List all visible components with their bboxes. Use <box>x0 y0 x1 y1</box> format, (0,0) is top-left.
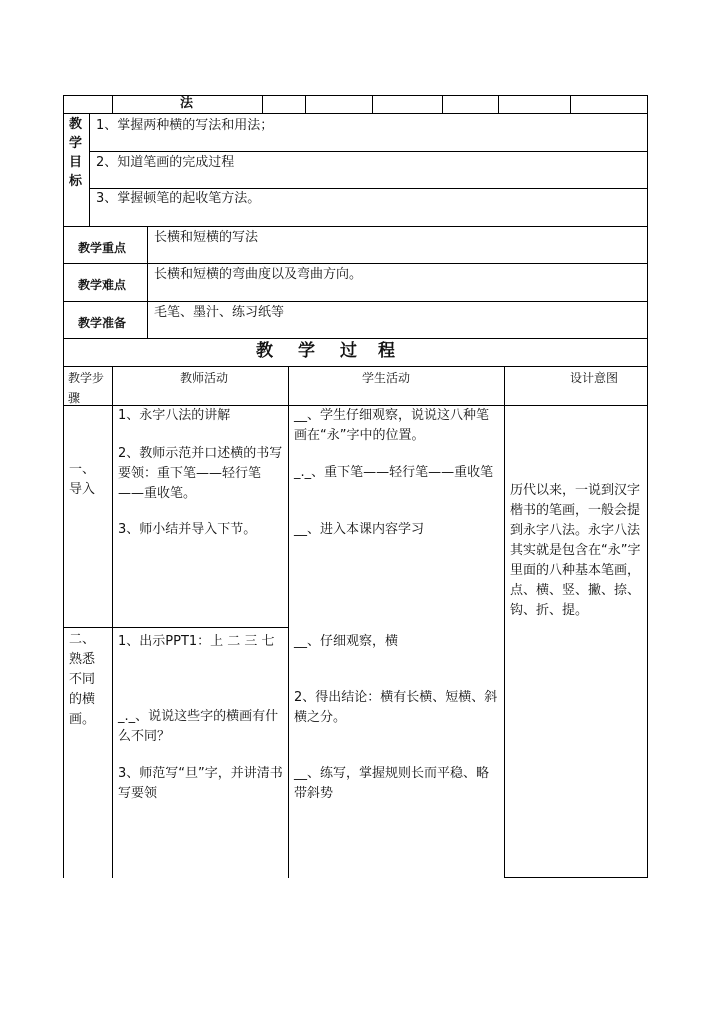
key-point-label: 教学重点 <box>78 241 127 255</box>
step-intro: 一、导入 <box>69 462 96 497</box>
teacher-activity: 2、教师示范并口述横的书写要领：重下笔——轻行笔——重收笔。 <box>118 446 283 501</box>
student-activity: 2、得出结论：横有长横、短横、斜横之分。 <box>294 690 498 725</box>
step-familiarize: 二、熟悉不同的横画。 <box>69 632 96 727</box>
goals-label-char: 标 <box>69 174 83 189</box>
goal-item: 1、掌握两种横的写法和用法； <box>96 118 274 133</box>
key-point-value: 长横和短横的写法 <box>154 230 259 245</box>
teacher-activity: _._、说说这些字的横画有什么不同？ <box>118 709 279 744</box>
student-activity: __、进入本课内容学习 <box>294 522 425 537</box>
teacher-activity: 1、出示PPT1：上 二 三 七 <box>118 634 275 649</box>
teacher-activity: 1、永字八法的讲解 <box>118 408 231 423</box>
subject-char: 法 <box>180 96 194 111</box>
col-header-design: 设计意图 <box>570 371 619 385</box>
goal-item: 2、知道笔画的完成过程 <box>96 155 235 170</box>
teacher-activity: 3、师范写“旦”字，并讲清书写要领 <box>118 766 283 801</box>
student-activity: _._、重下笔——轻行笔——重收笔 <box>294 465 494 480</box>
teacher-activity: 3、师小结并导入下节。 <box>118 522 257 537</box>
student-activity: __、学生仔细观察，说说这八种笔画在“永”字中的位置。 <box>294 408 490 443</box>
goals-label-char: 学 <box>69 136 83 151</box>
col-header-student: 学生活动 <box>362 371 411 385</box>
student-activity: __、仔细观察，横 <box>294 634 399 649</box>
col-header-step: 教学步骤 <box>68 371 105 405</box>
difficulty-value: 长横和短横的弯曲度以及弯曲方向。 <box>154 267 363 282</box>
difficulty-label: 教学难点 <box>78 278 127 292</box>
process-title-char: 过 <box>340 341 359 361</box>
process-title-char: 学 <box>298 341 317 361</box>
goals-label-char: 目 <box>69 155 83 170</box>
design-note: 历代以来，一说到汉字楷书的笔画，一般会提到永字八法。永字八法其实就是包含在“永”字里面的八种基本笔画，点、横、竖、撇、捺、钩、折、提。 <box>510 483 641 618</box>
process-title-char: 教 <box>256 341 275 361</box>
student-activity: __、练写，掌握规则长而平稳、略带斜势 <box>294 766 490 801</box>
process-title-char: 程 <box>378 341 397 361</box>
preparation-value: 毛笔、墨汁、练习纸等 <box>154 305 285 320</box>
col-header-teacher: 教师活动 <box>180 371 229 385</box>
goals-label-char: 教 <box>69 117 83 132</box>
goal-item: 3、掌握顿笔的起收笔方法。 <box>96 191 261 206</box>
preparation-label: 教学准备 <box>78 316 127 330</box>
